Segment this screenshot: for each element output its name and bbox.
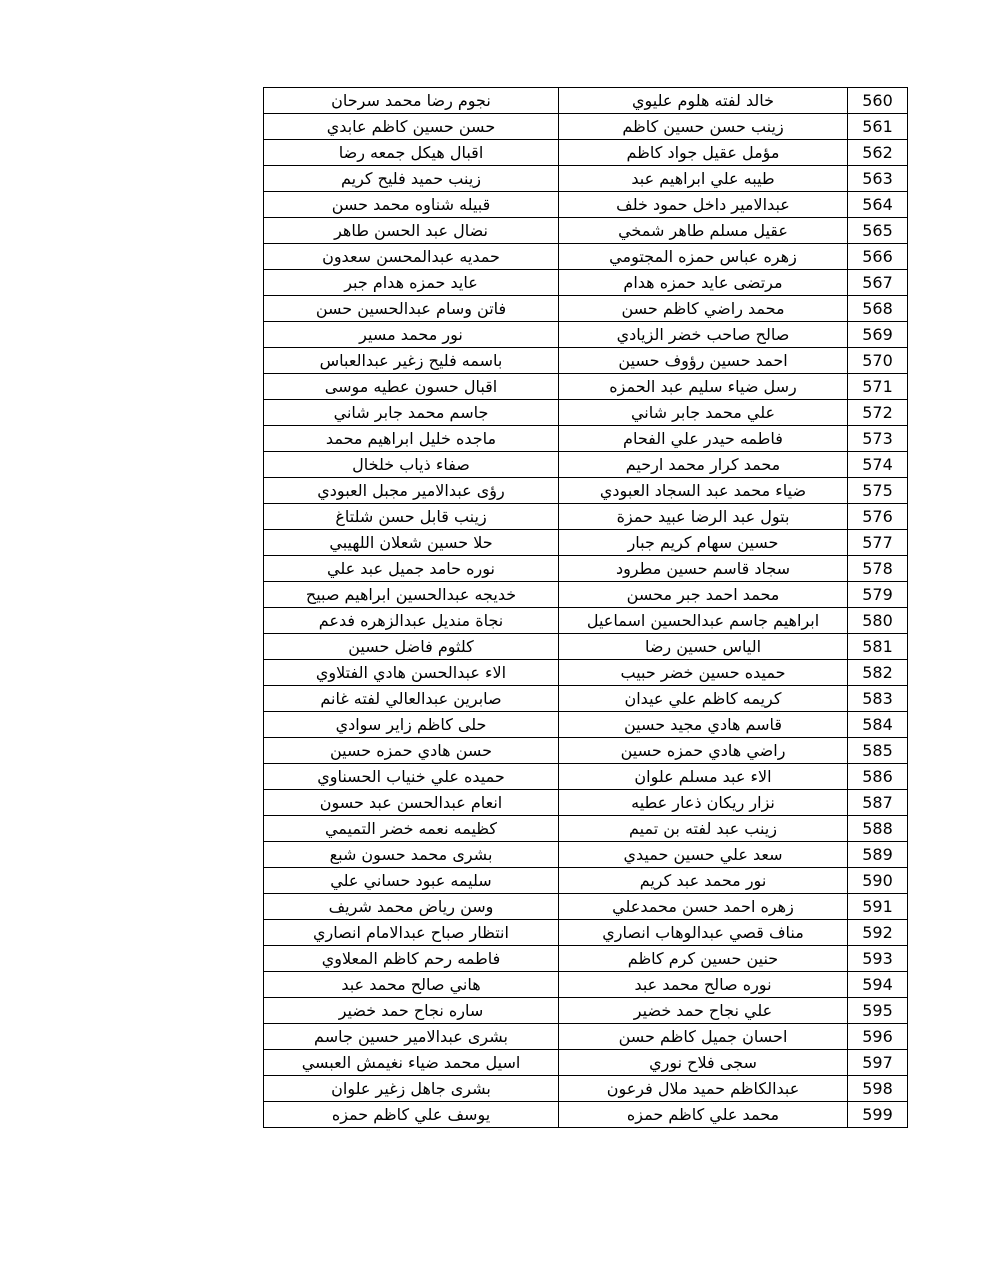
row-number: 568 <box>848 296 908 322</box>
row-number: 578 <box>848 556 908 582</box>
name-cell-right: محمد احمد جبر محسن <box>559 582 848 608</box>
row-number: 566 <box>848 244 908 270</box>
row-number: 581 <box>848 634 908 660</box>
name-cell-right: الياس حسين رضا <box>559 634 848 660</box>
name-cell-right: راضي هادي حمزه حسين <box>559 738 848 764</box>
table-row <box>264 634 908 660</box>
name-cell-left: الاء عبدالحسن هادي الفتلاوي <box>264 660 559 686</box>
row-number: 567 <box>848 270 908 296</box>
name-cell-right: زهره احمد حسن محمدعلي <box>559 894 848 920</box>
row-number: 575 <box>848 478 908 504</box>
name-cell-left: حلى كاظم زاير سوادي <box>264 712 559 738</box>
table-row <box>264 660 908 686</box>
row-number: 562 <box>848 140 908 166</box>
name-cell-left: كظيمه نعمه خضر التميمي <box>264 816 559 842</box>
row-number: 593 <box>848 946 908 972</box>
table-row <box>264 504 908 530</box>
name-cell-left: رؤى عبدالامير مجبل العبودي <box>264 478 559 504</box>
name-cell-left: نجوم رضا محمد سرحان <box>264 88 559 114</box>
name-cell-left: حلا حسين شعلان اللهيبي <box>264 530 559 556</box>
name-cell-right: نزار ريكان ذعار عطيه <box>559 790 848 816</box>
name-cell-left: حسن هادي حمزه حسين <box>264 738 559 764</box>
name-cell-right: محمد كرار محمد ارحيم <box>559 452 848 478</box>
row-number: 599 <box>848 1102 908 1128</box>
name-cell-right: زهره عباس حمزه المجتومي <box>559 244 848 270</box>
name-cell-right: مناف قصي عبدالوهاب انصاري <box>559 920 848 946</box>
name-cell-right: نور محمد عبد كريم <box>559 868 848 894</box>
table-row <box>264 114 908 140</box>
table-row <box>264 1050 908 1076</box>
row-number: 592 <box>848 920 908 946</box>
name-cell-left: اسيل محمد ضياء نغيمش العبسي <box>264 1050 559 1076</box>
name-cell-left: انتظار صباح عبدالامام انصاري <box>264 920 559 946</box>
name-cell-right: خالد لفته هلوم عليوي <box>559 88 848 114</box>
row-number: 571 <box>848 374 908 400</box>
row-number: 560 <box>848 88 908 114</box>
name-cell-left: بشرى عبدالامير حسين جاسم <box>264 1024 559 1050</box>
row-number: 579 <box>848 582 908 608</box>
table-row <box>264 946 908 972</box>
name-cell-left: نور محمد مسير <box>264 322 559 348</box>
name-cell-right: طيبه علي ابراهيم عبد <box>559 166 848 192</box>
table-row <box>264 218 908 244</box>
name-cell-right: بتول عبد الرضا عبيد حمزة <box>559 504 848 530</box>
name-cell-left: بشرى جاهل زغير علوان <box>264 1076 559 1102</box>
name-cell-left: باسمه فليح زغير عبدالعباس <box>264 348 559 374</box>
table-row <box>264 894 908 920</box>
name-cell-right: سعد علي حسين حميدي <box>559 842 848 868</box>
name-cell-left: فاتن وسام عبدالحسين حسن <box>264 296 559 322</box>
row-number: 590 <box>848 868 908 894</box>
table-row <box>264 972 908 998</box>
name-cell-right: زينب عبد لفته بن تميم <box>559 816 848 842</box>
name-cell-right: محمد علي كاظم حمزه <box>559 1102 848 1128</box>
table-row <box>264 426 908 452</box>
row-number: 573 <box>848 426 908 452</box>
table-row <box>264 270 908 296</box>
name-cell-right: صالح صاحب خضر الزيادي <box>559 322 848 348</box>
name-cell-right: حسين سهام كريم جبار <box>559 530 848 556</box>
name-cell-left: حميده علي خنياب الحسناوي <box>264 764 559 790</box>
name-cell-left: بشرى محمد حسون شبع <box>264 842 559 868</box>
name-cell-left: كلثوم فاضل حسين <box>264 634 559 660</box>
names-table-body <box>264 88 908 1128</box>
name-cell-left: صابرين عبدالعالي لفته غانم <box>264 686 559 712</box>
name-cell-left: اقبال حسون عطيه موسى <box>264 374 559 400</box>
row-number: 564 <box>848 192 908 218</box>
name-cell-right: علي نجاح حمد خضير <box>559 998 848 1024</box>
row-number: 596 <box>848 1024 908 1050</box>
name-cell-right: عقيل مسلم طاهر شمخي <box>559 218 848 244</box>
row-number: 576 <box>848 504 908 530</box>
names-table <box>263 87 908 1128</box>
row-number: 583 <box>848 686 908 712</box>
row-number: 588 <box>848 816 908 842</box>
row-number: 589 <box>848 842 908 868</box>
name-cell-right: مؤمل عقيل جواد كاظم <box>559 140 848 166</box>
name-cell-left: ساره نجاح حمد خضير <box>264 998 559 1024</box>
name-cell-right: احمد حسين رؤوف حسين <box>559 348 848 374</box>
name-cell-right: زينب حسن حسين كاظم <box>559 114 848 140</box>
name-cell-left: انعام عبدالحسن عبد حسون <box>264 790 559 816</box>
name-cell-right: محمد راضي كاظم حسن <box>559 296 848 322</box>
table-row <box>264 790 908 816</box>
name-cell-right: سجى فلاح نوري <box>559 1050 848 1076</box>
name-cell-left: اقبال هيكل جمعه رضا <box>264 140 559 166</box>
row-number: 584 <box>848 712 908 738</box>
name-cell-left: سليمه عبود حساني علي <box>264 868 559 894</box>
name-cell-right: فاطمه حيدر علي الفحام <box>559 426 848 452</box>
table-row <box>264 998 908 1024</box>
name-cell-left: جاسم محمد جابر شاني <box>264 400 559 426</box>
name-cell-right: نوره صالح محمد عبد <box>559 972 848 998</box>
row-number: 572 <box>848 400 908 426</box>
table-row <box>264 452 908 478</box>
row-number: 587 <box>848 790 908 816</box>
table-row <box>264 1076 908 1102</box>
table-row <box>264 556 908 582</box>
table-row <box>264 608 908 634</box>
name-cell-left: عايد حمزه هدام جبر <box>264 270 559 296</box>
table-row <box>264 374 908 400</box>
name-cell-right: حميده حسين خضر حبيب <box>559 660 848 686</box>
name-cell-left: حمديه عبدالمحسن سعدون <box>264 244 559 270</box>
row-number: 586 <box>848 764 908 790</box>
row-number: 597 <box>848 1050 908 1076</box>
name-cell-left: زينب قابل حسن شلتاغ <box>264 504 559 530</box>
name-cell-left: نوره حامد جميل عبد علي <box>264 556 559 582</box>
table-row <box>264 322 908 348</box>
row-number: 577 <box>848 530 908 556</box>
row-number: 569 <box>848 322 908 348</box>
name-cell-right: كريمه كاظم علي عيدان <box>559 686 848 712</box>
name-cell-left: ماجده خليل ابراهيم محمد <box>264 426 559 452</box>
name-cell-left: حسن حسين كاظم عابدي <box>264 114 559 140</box>
table-row <box>264 244 908 270</box>
name-cell-right: علي محمد جابر شاني <box>559 400 848 426</box>
name-cell-left: وسن رياض محمد شريف <box>264 894 559 920</box>
table-row <box>264 686 908 712</box>
name-cell-right: حنين حسين كرم كاظم <box>559 946 848 972</box>
name-cell-left: قبيله شناوه محمد حسن <box>264 192 559 218</box>
table-row <box>264 582 908 608</box>
table-row <box>264 166 908 192</box>
name-cell-right: الاء عبد مسلم علوان <box>559 764 848 790</box>
row-number: 563 <box>848 166 908 192</box>
table-row <box>264 296 908 322</box>
table-row <box>264 530 908 556</box>
row-number: 594 <box>848 972 908 998</box>
name-cell-right: رسل ضياء سليم عبد الحمزه <box>559 374 848 400</box>
name-cell-left: خديجه عبدالحسين ابراهيم صبيح <box>264 582 559 608</box>
name-cell-right: عبدالامير داخل حمود خلف <box>559 192 848 218</box>
row-number: 595 <box>848 998 908 1024</box>
table-row <box>264 140 908 166</box>
table-row <box>264 842 908 868</box>
row-number: 591 <box>848 894 908 920</box>
table-row <box>264 400 908 426</box>
table-row <box>264 192 908 218</box>
table-row <box>264 712 908 738</box>
name-cell-right: مرتضى عايد حمزه هدام <box>559 270 848 296</box>
name-cell-left: هاني صالح محمد عبد <box>264 972 559 998</box>
table-row <box>264 816 908 842</box>
row-number: 582 <box>848 660 908 686</box>
table-row <box>264 920 908 946</box>
row-number: 598 <box>848 1076 908 1102</box>
row-number: 561 <box>848 114 908 140</box>
row-number: 580 <box>848 608 908 634</box>
name-cell-right: ضياء محمد عبد السجاد العبودي <box>559 478 848 504</box>
table-row <box>264 88 908 114</box>
name-cell-left: يوسف علي كاظم حمزه <box>264 1102 559 1128</box>
name-cell-left: نجاة منديل عبدالزهره فدعم <box>264 608 559 634</box>
name-cell-left: نضال عبد الحسن طاهر <box>264 218 559 244</box>
name-cell-left: زينب حميد فليح كريم <box>264 166 559 192</box>
name-cell-left: فاطمه رحم كاظم المعلاوي <box>264 946 559 972</box>
row-number: 565 <box>848 218 908 244</box>
table-row <box>264 478 908 504</box>
name-cell-right: سجاد قاسم حسين مطرود <box>559 556 848 582</box>
name-cell-left: صفاء ذياب خلخال <box>264 452 559 478</box>
row-number: 570 <box>848 348 908 374</box>
name-cell-right: قاسم هادي مجيد حسين <box>559 712 848 738</box>
table-row <box>264 1102 908 1128</box>
table-row <box>264 868 908 894</box>
name-cell-right: احسان جميل كاظم حسن <box>559 1024 848 1050</box>
table-row <box>264 764 908 790</box>
name-cell-right: عبدالكاظم حميد ملال فرعون <box>559 1076 848 1102</box>
table-row <box>264 738 908 764</box>
row-number: 585 <box>848 738 908 764</box>
table-row <box>264 1024 908 1050</box>
table-row <box>264 348 908 374</box>
row-number: 574 <box>848 452 908 478</box>
name-cell-right: ابراهيم جاسم عبدالحسين اسماعيل <box>559 608 848 634</box>
